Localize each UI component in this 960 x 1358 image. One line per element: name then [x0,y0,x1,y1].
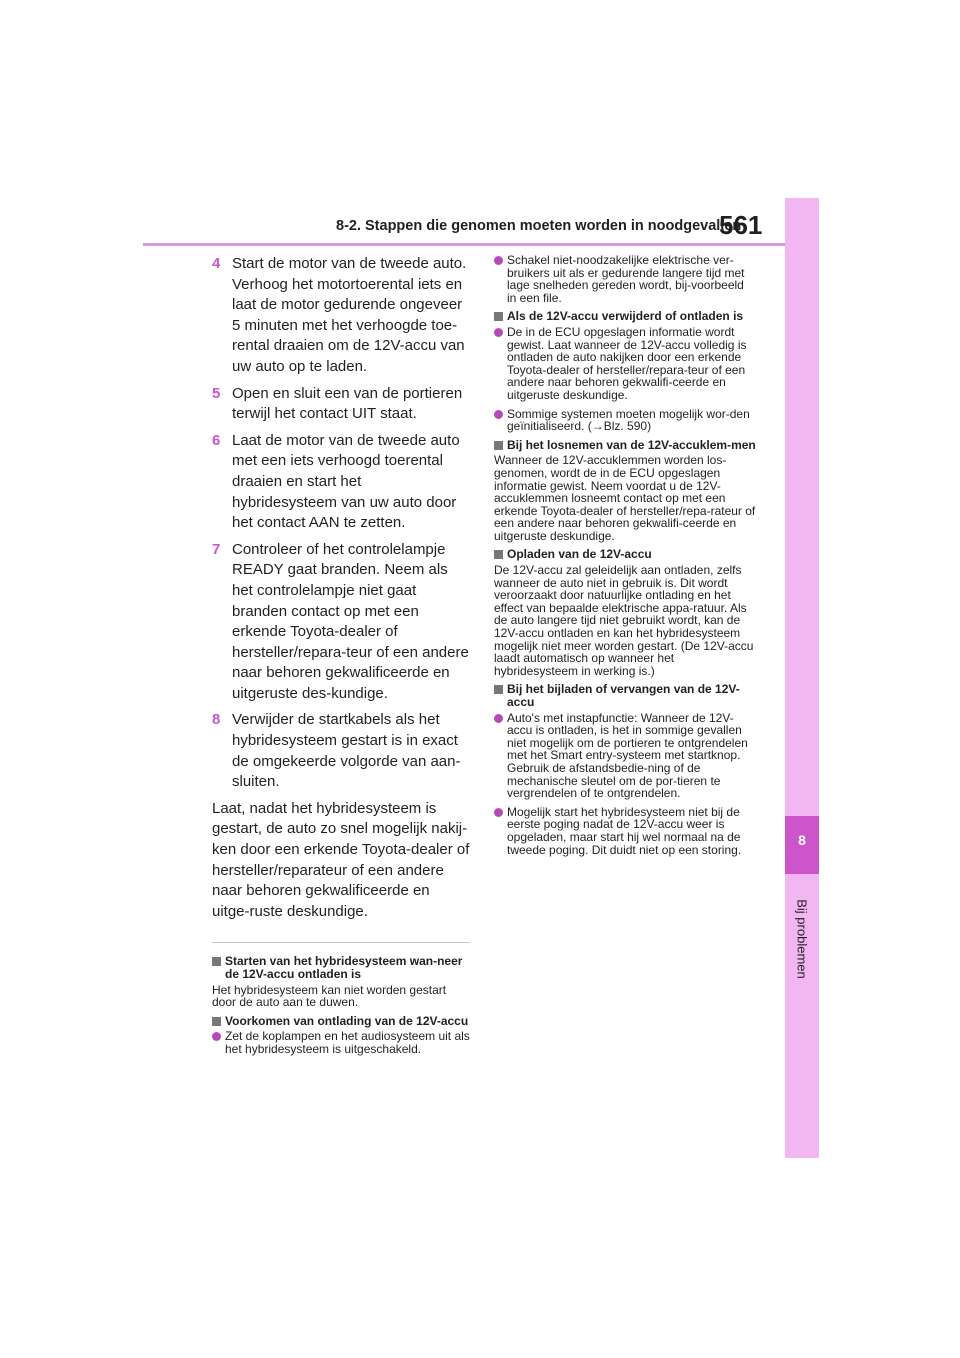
round-bullet-icon [212,1032,221,1041]
step-text: Open en sluit een van de portieren terwijl het contact UIT staat. [232,384,463,423]
step-4 [212,254,470,378]
note-bullet-text: De in de ECU opgeslagen informatie wordt gewist. Laat wanneer de 12V-accu volledig is ontladen de auto nakijken door een erkende Toyota-dealer of hersteller/repara-teur of een andere naar behoren gekwalifi-ceerde en uitgeruste deskundige. [507,324,747,402]
note-bullet [494,326,756,402]
step-number: 6 [212,431,221,449]
step-text: Controleer of het controlelampje READY gaat branden. Neem als het controlelampje niet gaat branden contact op met een erkende Toyota-dealer of hersteller/repara-teur of een andere naar behoren gekwalificeerde en uitgeruste des-kundige. [232,540,469,702]
step-number: 8 [212,711,221,729]
note-bullet [494,712,756,800]
step-8 [212,710,470,792]
step-number: 7 [212,540,221,558]
section-title: 8-2. Stappen die genomen moeten worden in noodgevallen [336,218,742,234]
round-bullet-icon [494,410,503,419]
chapter-side-tab [785,198,819,1158]
note-bullet [494,408,756,433]
note-heading-text: Opladen van de 12V-accu [507,547,652,562]
note-bullet [494,806,756,856]
right-column [494,254,756,862]
note-bullet-text: Zet de koplampen en het audiosysteem uit als het hybridesysteem is uitgeschakeld. [225,1029,470,1056]
square-bullet-icon [212,957,221,966]
note-bullet-text: Auto's met instapfunctie: Wanneer de 12V-accu is ontladen, is het in sommige gevallen niet mogelijk om de portieren te ontgrendelen met het Smart entry-systeem met startknop. Gebruik de afstandsbedie-ning of de mechanische sleutel om de por-tieren te vergrendelen of te ontgrendelen. [507,710,748,801]
note-bullet [494,254,756,304]
note-heading-text: Als de 12V-accu verwijderd of ontladen is [507,309,744,324]
note-heading [212,955,470,980]
step-7 [212,540,470,705]
left-column [212,254,470,1062]
note-heading [494,310,756,323]
note-paragraph: Wanneer de 12V-accuklemmen worden los-genomen, wordt de in de ECU opgeslagen informatie gewist. Neem voordat u de 12V-accuklemmen losneemt contact op met een erkende Toyota-dealer of hersteller/repa-rateur of een andere naar behoren gekwalifi-ceerde en uitgeruste deskundige. [494,453,756,543]
notes-divider [212,942,470,943]
note-paragraph: De 12V-accu zal geleidelijk aan ontladen, zelfs wanneer de auto niet in gebruik is. Dit wordt veroorzaakt door natuurlijke ontlading en het effect van bepaalde elektrische appa-ratuur. Als de auto langere tijd niet gebruikt wordt, kan de 12V-accu ontladen en kan het hybridesysteem mogelijk niet meer worden gestart. (De 12V-accu laadt automatisch op wanneer het hybridesysteem in werking is.) [494,563,754,678]
chapter-label [785,884,819,994]
note-heading-text: Starten van het hybridesysteem wan-neer de 12V-accu ontladen is [225,954,463,981]
header-divider [143,243,791,246]
square-bullet-icon [212,1017,221,1026]
step-6 [212,431,470,534]
closing-paragraph: Laat, nadat het hybridesysteem is gestart, de auto zo snel mogelijk nakij-ken door een erkende Toyota-dealer of hersteller/reparateur of een andere naar behoren gekwalificeerde en uitge-ruste deskundige. [212,799,470,920]
round-bullet-icon [494,808,503,817]
step-text: Verwijder de startkabels als het hybridesysteem gestart is in exact de omgekeerde volgorde van aan-sluiten. [232,711,461,791]
step-number: 4 [212,255,221,272]
step-text: Laat de motor van de tweede auto met een iets verhoogd toerental draaien en start het hybridesysteem van uw auto door het contact AAN te zetten. [232,431,460,532]
note-bullet-text: Schakel niet-noodzakelijke elektrische ver-bruikers uit als er gedurende langere tijd met lage snelheden gereden wordt, bij-voorbeeld in een file. [507,253,745,305]
chapter-number: 8 [798,832,806,848]
step-5 [212,384,470,425]
step-number: 5 [212,384,221,402]
note-paragraph: Het hybridesysteem kan niet worden gestart door de auto aan te duwen. [212,982,447,1010]
note-heading [494,439,756,452]
note-bullet-text: Sommige systemen moeten mogelijk wor-den geïnitialiseerd. (→Blz. 590) [507,406,750,434]
note-heading [494,683,756,708]
square-bullet-icon [494,441,503,450]
square-bullet-icon [494,685,503,694]
round-bullet-icon [494,256,503,265]
step-text: Start de motor van de tweede auto. Verhoog het motortoerental iets en laat de motor gedurende ongeveer 5 minuten met het verhoogde toe-rental draaien om de 12V-accu van uw auto op te laden. [232,255,467,375]
note-bullet-text: Mogelijk start het hybridesysteem niet bij de eerste poging nadat de 12V-accu weer is opgeladen, maar start hij wel normaal na de tweede poging. Dit duidt niet op een storing. [507,804,742,857]
note-heading-text: Voorkomen van ontlading van de 12V-accu [225,1013,469,1028]
note-heading-text: Bij het losnemen van de 12V-accuklem-men [507,437,756,452]
note-heading [212,1015,470,1028]
round-bullet-icon [494,328,503,337]
page-number: 561 [719,210,763,240]
round-bullet-icon [494,714,503,723]
square-bullet-icon [494,550,503,559]
note-bullet [212,1030,470,1055]
note-heading [494,548,756,561]
note-heading-text: Bij het bijladen of vervangen van de 12V-accu [507,682,740,709]
square-bullet-icon [494,312,503,321]
chapter-label-text: Bij problemen [794,899,810,979]
